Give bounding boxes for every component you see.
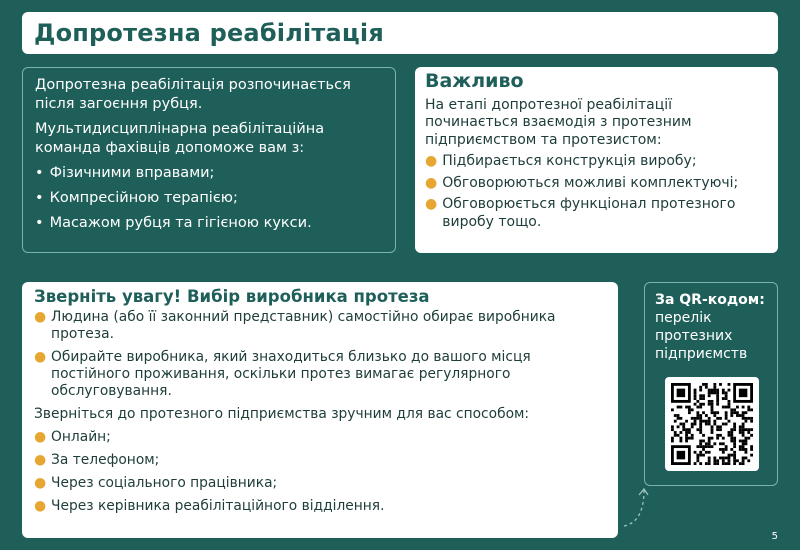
qr-label: За QR-кодом: bbox=[655, 292, 765, 308]
bullet-icon: ● bbox=[34, 498, 47, 514]
list-item: ● Обговорюються можливі комплектуючі; bbox=[425, 174, 739, 191]
dashed-arrow-icon bbox=[622, 486, 652, 530]
qr-code-icon bbox=[671, 383, 753, 465]
bullet-icon: ● bbox=[34, 452, 47, 468]
title-bar bbox=[22, 12, 778, 54]
qr-box bbox=[644, 282, 778, 486]
list-item: • Масажом рубця та гігієною кукси. bbox=[35, 215, 312, 231]
important-intro: На етапі допротезної реабілітації починається взаємодія з протезним підприємством та протезистом: bbox=[425, 96, 692, 148]
list-item: ● Підбирається конструкція виробу; bbox=[425, 153, 697, 169]
list-item: ● Людина (або її законний представник) самостійно обирає виробника протеза. bbox=[34, 309, 556, 342]
intro-box bbox=[22, 67, 396, 253]
list-item: ● Через соціального працівника; bbox=[34, 475, 278, 491]
bullet-icon: ● bbox=[34, 349, 47, 365]
intro-paragraph-1: Допротезна реабілітація розпочинається після загоєння рубця. bbox=[35, 77, 351, 112]
list-item: • Фізичними вправами; bbox=[35, 165, 215, 181]
qr-description: перелік протезних підприємств bbox=[655, 310, 748, 362]
bullet-icon: ● bbox=[34, 309, 47, 325]
list-item: • Компресійною терапією; bbox=[35, 190, 238, 206]
bullet-icon: ● bbox=[34, 429, 47, 445]
page-number: 5 bbox=[771, 531, 778, 542]
bullet-icon: ● bbox=[34, 475, 47, 491]
manufacturer-list bbox=[34, 309, 608, 400]
contact-list bbox=[34, 429, 608, 515]
manufacturer-heading: Зверніть увагу! Вибір виробника протеза bbox=[34, 287, 430, 306]
contact-intro: Зверніться до протезного підприємства зручним для вас способом: bbox=[34, 406, 530, 422]
bullet-icon: • bbox=[35, 190, 44, 206]
important-heading: Важливо bbox=[425, 70, 524, 92]
bullet-icon: ● bbox=[425, 174, 438, 191]
list-item: ● Обговорюється функціонал протезного виробу тощо. bbox=[425, 196, 736, 230]
important-list bbox=[425, 153, 768, 231]
qr-code[interactable] bbox=[665, 377, 759, 471]
list-item: ● За телефоном; bbox=[34, 452, 160, 468]
list-item: ● Обирайте виробника, який знаходиться близько до вашого місця постійного проживання, оскільки протез вимагає регулярного обслуговування. bbox=[34, 349, 531, 399]
intro-paragraph-2: Мультидисциплінарна реабілітаційна команда фахівців допоможе вам з: bbox=[35, 121, 325, 156]
bullet-icon: ● bbox=[425, 196, 438, 212]
manufacturer-choice-box bbox=[22, 282, 618, 538]
list-item: ● Онлайн; bbox=[34, 429, 111, 445]
page-title: Допротезна реабілітація bbox=[34, 19, 384, 47]
bullet-icon: • bbox=[35, 165, 44, 181]
bullet-icon: ● bbox=[425, 153, 438, 169]
list-item: ● Через керівника реабілітаційного відділення. bbox=[34, 498, 385, 514]
important-box bbox=[415, 67, 778, 253]
intro-list bbox=[35, 164, 385, 233]
bullet-icon: • bbox=[35, 215, 44, 231]
